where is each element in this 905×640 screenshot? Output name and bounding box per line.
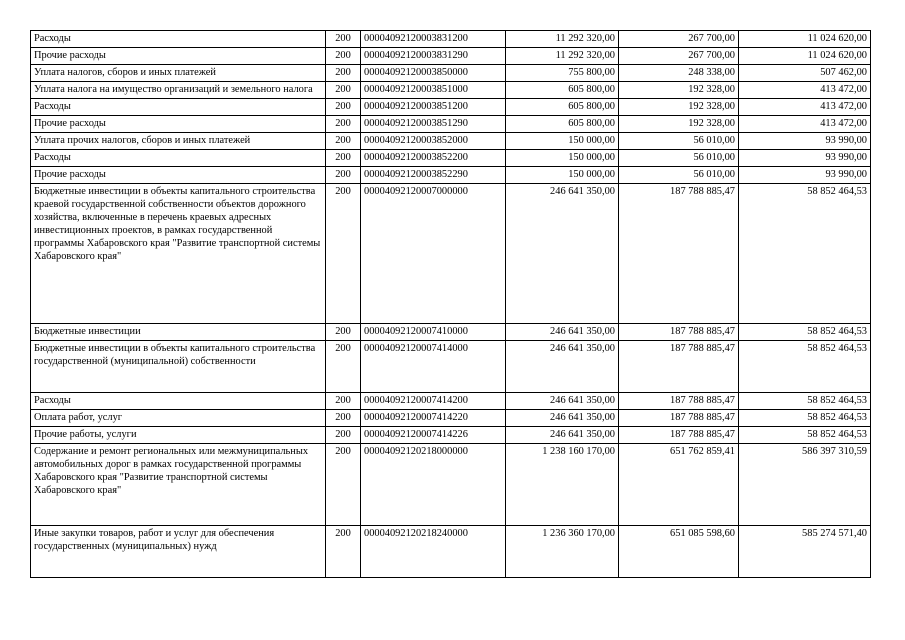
row-remaining: 585 274 571,40 [739,526,871,578]
row-executed: 56 010,00 [619,167,739,184]
table-row [31,150,871,167]
row-executed: 267 700,00 [619,48,739,65]
table-row [31,444,871,526]
row-remaining: 58 852 464,53 [739,184,871,324]
row-name: Иные закупки товаров, работ и услуг для обеспечения государственных (муниципальных) нужд [31,526,326,578]
row-approved: 150 000,00 [506,133,619,150]
row-name: Расходы [31,99,326,116]
row-kbk: 00004092120218000000 [361,444,506,526]
row-code: 200 [326,324,361,341]
row-name: Прочие расходы [31,116,326,133]
row-kbk: 00004092120003831200 [361,31,506,48]
row-approved: 246 641 350,00 [506,324,619,341]
table-row [31,526,871,578]
row-executed: 267 700,00 [619,31,739,48]
row-name: Содержание и ремонт региональных или межмуниципальных автомобильных дорог в рамках государственной программы Хабаровского края "Развитие транспортной системы Хабаровского края" [31,444,326,526]
row-name: Расходы [31,31,326,48]
row-code: 200 [326,526,361,578]
row-remaining: 58 852 464,53 [739,427,871,444]
row-executed: 192 328,00 [619,82,739,99]
row-code: 200 [326,341,361,393]
row-name: Расходы [31,150,326,167]
row-approved: 605 800,00 [506,82,619,99]
row-code: 200 [326,184,361,324]
table-row [31,410,871,427]
row-approved: 246 641 350,00 [506,184,619,324]
table-row [31,393,871,410]
row-remaining: 93 990,00 [739,167,871,184]
row-name: Прочие расходы [31,48,326,65]
row-executed: 187 788 885,47 [619,341,739,393]
row-approved: 755 800,00 [506,65,619,82]
row-code: 200 [326,444,361,526]
row-name: Оплата работ, услуг [31,410,326,427]
row-remaining: 507 462,00 [739,65,871,82]
row-code: 200 [326,150,361,167]
row-remaining: 11 024 620,00 [739,31,871,48]
row-kbk: 00004092120003851290 [361,116,506,133]
row-code: 200 [326,82,361,99]
row-approved: 150 000,00 [506,167,619,184]
row-executed: 187 788 885,47 [619,324,739,341]
row-approved: 246 641 350,00 [506,427,619,444]
row-approved: 150 000,00 [506,150,619,167]
row-name: Прочие работы, услуги [31,427,326,444]
table-row [31,167,871,184]
row-remaining: 93 990,00 [739,150,871,167]
row-approved: 605 800,00 [506,99,619,116]
row-kbk: 00004092120003851000 [361,82,506,99]
row-code: 200 [326,167,361,184]
row-remaining: 58 852 464,53 [739,410,871,427]
row-kbk: 00004092120007410000 [361,324,506,341]
row-name: Расходы [31,393,326,410]
row-approved: 11 292 320,00 [506,31,619,48]
table-row [31,48,871,65]
row-executed: 187 788 885,47 [619,410,739,427]
row-code: 200 [326,410,361,427]
row-executed: 56 010,00 [619,133,739,150]
row-remaining: 58 852 464,53 [739,393,871,410]
row-name: Уплата прочих налогов, сборов и иных платежей [31,133,326,150]
row-code: 200 [326,133,361,150]
row-remaining: 586 397 310,59 [739,444,871,526]
row-kbk: 00004092120003851200 [361,99,506,116]
row-kbk: 00004092120003850000 [361,65,506,82]
row-kbk: 00004092120003852200 [361,150,506,167]
row-code: 200 [326,31,361,48]
row-executed: 192 328,00 [619,116,739,133]
table-row [31,116,871,133]
row-approved: 605 800,00 [506,116,619,133]
table-row [31,341,871,393]
row-code: 200 [326,427,361,444]
row-approved: 246 641 350,00 [506,393,619,410]
row-kbk: 00004092120003831290 [361,48,506,65]
row-name: Прочие расходы [31,167,326,184]
table-row [31,99,871,116]
row-name: Бюджетные инвестиции [31,324,326,341]
row-remaining: 413 472,00 [739,82,871,99]
row-executed: 187 788 885,47 [619,427,739,444]
row-code: 200 [326,65,361,82]
row-code: 200 [326,116,361,133]
row-name: Бюджетные инвестиции в объекты капитального строительства краевой государственной собственности объектов дорожного хозяйства, включенные в перечень краевых адресных инвестиционных проектов, в рамках государственной программы Хабаровского края "Развитие транспортной системы Хабаровского края" [31,184,326,324]
row-name: Уплата налогов, сборов и иных платежей [31,65,326,82]
table-row [31,82,871,99]
table-row [31,184,871,324]
row-kbk: 00004092120007414200 [361,393,506,410]
row-approved: 1 236 360 170,00 [506,526,619,578]
row-kbk: 00004092120218240000 [361,526,506,578]
row-name: Бюджетные инвестиции в объекты капитального строительства государственной (муниципальной) собственности [31,341,326,393]
row-executed: 187 788 885,47 [619,393,739,410]
row-code: 200 [326,48,361,65]
row-executed: 651 762 859,41 [619,444,739,526]
row-kbk: 00004092120007414226 [361,427,506,444]
row-executed: 651 085 598,60 [619,526,739,578]
row-kbk: 00004092120007000000 [361,184,506,324]
budget-execution-table [30,30,871,578]
row-code: 200 [326,393,361,410]
row-approved: 246 641 350,00 [506,341,619,393]
table-body [31,31,871,578]
row-kbk: 00004092120003852000 [361,133,506,150]
row-remaining: 58 852 464,53 [739,341,871,393]
row-approved: 246 641 350,00 [506,410,619,427]
row-remaining: 413 472,00 [739,99,871,116]
row-code: 200 [326,99,361,116]
table-row [31,133,871,150]
row-kbk: 00004092120007414000 [361,341,506,393]
row-executed: 56 010,00 [619,150,739,167]
row-approved: 11 292 320,00 [506,48,619,65]
table-row [31,427,871,444]
row-approved: 1 238 160 170,00 [506,444,619,526]
row-executed: 192 328,00 [619,99,739,116]
row-executed: 248 338,00 [619,65,739,82]
row-executed: 187 788 885,47 [619,184,739,324]
table-row [31,324,871,341]
table-row [31,65,871,82]
row-name: Уплата налога на имущество организаций и земельного налога [31,82,326,99]
table-row [31,31,871,48]
row-kbk: 00004092120007414220 [361,410,506,427]
row-remaining: 58 852 464,53 [739,324,871,341]
row-remaining: 11 024 620,00 [739,48,871,65]
row-kbk: 00004092120003852290 [361,167,506,184]
row-remaining: 413 472,00 [739,116,871,133]
row-remaining: 93 990,00 [739,133,871,150]
